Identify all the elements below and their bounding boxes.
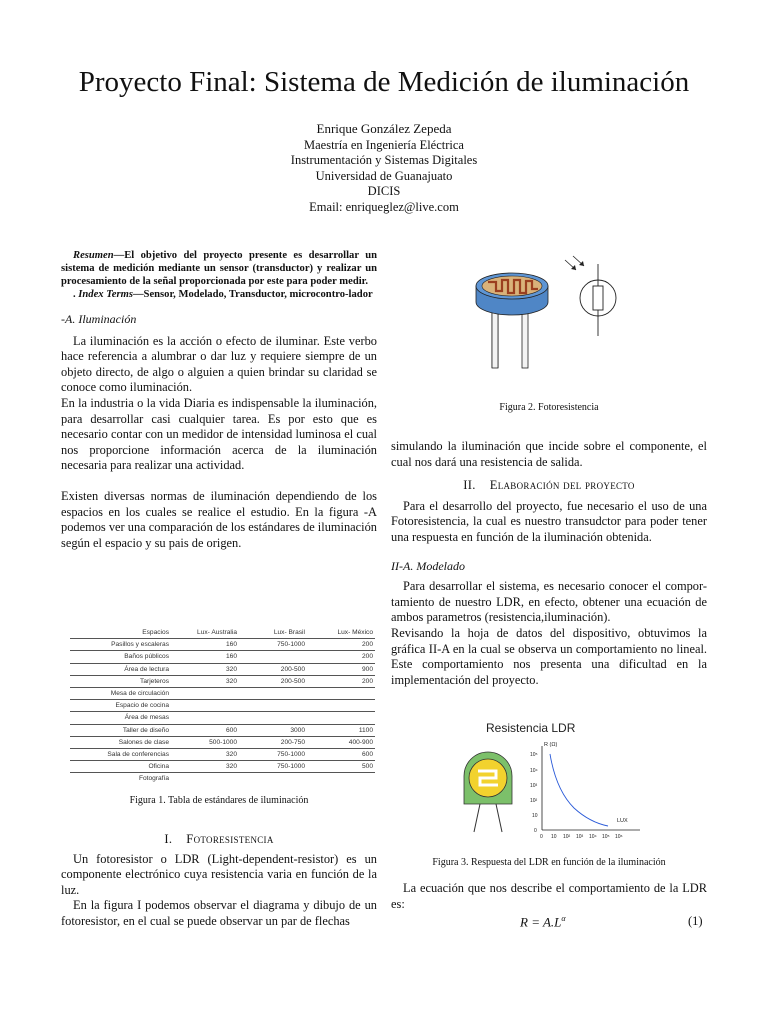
author-name: Enrique González Zepeda xyxy=(316,121,452,136)
light-arrows-icon xyxy=(565,256,584,270)
right-paragraph-continued: simulando la iluminación que incide sobre el componente, el cual nos dará una resistencia de salida. xyxy=(391,439,707,469)
table-cell: 200 xyxy=(307,639,375,651)
table-cell: Baños públicos xyxy=(70,651,171,663)
table-cell: Sala de conferencias xyxy=(70,748,171,760)
table-cell: Fotografía xyxy=(138,775,169,783)
table-header: Lux- Australia xyxy=(171,627,239,639)
ldr-figure-title: Resistencia LDR xyxy=(486,721,576,735)
table-cell: Oficina xyxy=(70,761,171,773)
x-tick-label: 10⁴ xyxy=(589,834,597,840)
table-row xyxy=(70,700,375,712)
author-affiliation-4: DICIS xyxy=(367,184,401,198)
x-tick-label: 10² xyxy=(563,834,571,840)
figure-1-caption: Figura 1. Tabla de estándares de iluminación xyxy=(129,795,309,806)
x-tick-label: 10⁵ xyxy=(602,834,610,840)
table-row xyxy=(70,724,375,736)
section-a-paragraph-3: Existen diversas normas de iluminación dependiendo de los espacios en los cuales se realice el estudio. En la figura -A podemos ver una comparación de los estándares de iluminación según el espacio y su pais de origen. xyxy=(61,488,377,550)
table-row xyxy=(70,687,375,699)
table-cell xyxy=(171,687,239,699)
table-cell: 1100 xyxy=(307,724,375,736)
section-1 xyxy=(61,832,377,930)
section-1-heading: I. Fotoresistencia xyxy=(164,832,274,846)
table-cell: 750-1000 xyxy=(239,748,307,760)
table-cell xyxy=(171,712,239,724)
y-axis-label: R (Ω) xyxy=(544,742,558,748)
table-cell xyxy=(239,700,307,712)
table-cell: Salones de clase xyxy=(70,736,171,748)
section-a-heading: -A. Iluminación xyxy=(61,312,137,326)
table-cell: 600 xyxy=(171,724,239,736)
author-block xyxy=(0,121,768,215)
equation-intro: La ecuación que nos describe el comportamiento de la LDR es: xyxy=(391,881,707,911)
table-cell: 750-1000 xyxy=(239,639,307,651)
table-row xyxy=(70,651,375,663)
y-tick-label: 10⁴ xyxy=(530,768,538,774)
equation-1-number: (1) xyxy=(688,914,703,928)
ldr-response-figure xyxy=(450,716,660,840)
table-cell xyxy=(239,687,307,699)
table-cell: Espacio de cocina xyxy=(70,700,171,712)
table-cell: 320 xyxy=(171,675,239,687)
author-email: Email: enriqueglez@live.com xyxy=(309,199,459,214)
photoresistor-illustration xyxy=(470,250,630,380)
x-tick-label: 10 xyxy=(551,834,557,840)
subsection-2a-heading: II-A. Modelado xyxy=(391,558,465,573)
author-affiliation-3: Universidad de Guanajuato xyxy=(315,168,453,183)
table-header: Lux- México xyxy=(307,627,375,639)
y-tick-label: 10⁵ xyxy=(530,752,538,758)
table-cell: 750-1000 xyxy=(239,761,307,773)
lead-right xyxy=(522,310,528,368)
table-header: Lux- Brasil xyxy=(239,627,307,639)
author-affiliation-2: Instrumentación y Sistemas Digitales xyxy=(290,153,478,167)
table-cell: 200-750 xyxy=(239,736,307,748)
table-cell: Pasillos y escaleras xyxy=(70,639,171,651)
section-2-paragraph-1: Para el desarrollo del proyecto, fue necesario el uso de una Fotoresistencia, la cual es nuestro transudctor para poder tener una respuesta en función de la iluminación obtenida. xyxy=(391,498,707,544)
ldr-response-curve xyxy=(550,754,608,826)
x-axis-label: LUX xyxy=(617,818,628,824)
subsection-2a-paragraph-2: Revisando la hoja de datos del dispositivo, obtuvimos la gráfica II-A en la cual se observa un comportamiento no lineal. Este comportamiento nos presenta una dificultad en la implementación del proyecto. xyxy=(391,625,707,687)
table-row xyxy=(70,736,375,748)
table-cell: 200-500 xyxy=(239,675,307,687)
section-1-paragraph-2: En la figura I podemos observar el diagrama y dibujo de un fotoresistor, en el cual se puede observar un par de flechas xyxy=(61,898,377,928)
abstract-label: Resumen xyxy=(73,250,114,261)
table-row xyxy=(70,663,375,675)
table-cell xyxy=(171,700,239,712)
y-tick-label: 0 xyxy=(534,828,537,834)
table-cell xyxy=(307,700,375,712)
ldr-response-chart xyxy=(530,742,640,840)
table-cell: 320 xyxy=(171,663,239,675)
table-row xyxy=(70,712,375,724)
table-cell xyxy=(307,712,375,724)
paper-title: Proyecto Final: Sistema de Medición de iluminación xyxy=(78,66,690,98)
table-cell: 320 xyxy=(171,748,239,760)
section-a-paragraph-2: En la industria o la vida Diaria es indispensable la iluminación, para desarrollar casi cualquier tarea. Es por esto que es necesario contar con un medidor de intensidad luminosa el cual nos proporcione información acerca de la iluminación necesaria para realizar una actividad. xyxy=(61,395,377,473)
table-cell xyxy=(239,773,307,785)
x-tick-label: 10⁶ xyxy=(615,834,623,840)
y-tick-label: 10² xyxy=(530,798,538,804)
table-row xyxy=(70,761,375,773)
figure-3-caption: Figura 3. Respuesta del LDR en función de la iluminación xyxy=(432,857,666,868)
standards-table xyxy=(70,627,375,784)
table-header-row xyxy=(70,627,375,639)
y-tick-label: 10 xyxy=(532,813,538,819)
table-cell: 900 xyxy=(307,663,375,675)
table-cell: 600 xyxy=(307,748,375,760)
subsection-2a-paragraph-1: Para desarrollar el sistema, es necesario conocer el compor-tamiento de nuestro LDR, en efecto, obtener una ecuación de ambos parametros (resistencia,iluminación). xyxy=(391,579,707,625)
table-cell: Mesa de circulación xyxy=(70,687,171,699)
index-terms: . Index Terms—Sensor, Modelado, Transductor, microcontro-lador xyxy=(73,289,373,300)
index-terms-label: Index Terms xyxy=(78,289,133,300)
y-tick-label: 10³ xyxy=(530,783,538,789)
table-cell: 320 xyxy=(171,761,239,773)
ldr-schematic-symbol xyxy=(580,264,616,336)
left-column xyxy=(61,249,377,551)
table-cell: 3000 xyxy=(239,724,307,736)
section-2-heading: II. Elaboración del proyecto xyxy=(463,478,635,493)
table-cell xyxy=(307,773,375,785)
section-1-paragraph-1: Un fotoresistor o LDR (Light-dependent-resistor) es un componente electrónico cuya resistencia varia en función de la luz. xyxy=(61,851,377,897)
abstract: Resumen—El objetivo del proyecto presente es desarrollar un sistema de medición mediante un sensor (transductor) y realizar un procesamiento de la señal proporcionada por este para poder medir. xyxy=(61,250,377,287)
table-cell: 500-1000 xyxy=(171,736,239,748)
table-cell: Taller de diseño xyxy=(70,724,171,736)
table-cell: 200 xyxy=(307,675,375,687)
author-affiliation-1: Maestría en Ingeniería Eléctrica xyxy=(304,137,464,152)
equation-1: $R = A.L^\alpha$ xyxy=(520,914,566,930)
table-row xyxy=(70,639,375,651)
table-cell xyxy=(307,687,375,699)
right-column-top xyxy=(391,439,707,688)
table-cell: Tarjeteros xyxy=(70,675,171,687)
right-column-bottom xyxy=(391,881,707,912)
table-row xyxy=(70,748,375,760)
standards-table-figure xyxy=(70,627,375,784)
table-cell: 160 xyxy=(171,651,239,663)
table-cell: 200-500 xyxy=(239,663,307,675)
ldr-icon xyxy=(464,752,512,832)
x-tick-label: 10³ xyxy=(576,834,584,840)
table-header: Espacios xyxy=(70,627,171,639)
figure-2-caption: Figura 2. Fotoresistencia xyxy=(499,402,599,413)
table-cell: Área de mesas xyxy=(70,712,171,724)
x-tick-label: 0 xyxy=(540,834,543,840)
section-a-paragraph-1: La iluminación es la acción o efecto de iluminar. Este verbo hace referencia a alumbrar o dar luz y requiere siempre de un objeto directo, de algo o alguien a quien brindar su claridad se conoce como iluminación. xyxy=(61,333,377,395)
table-cell xyxy=(239,712,307,724)
table-cell xyxy=(239,651,307,663)
table-cell xyxy=(171,773,239,785)
table-row xyxy=(70,675,375,687)
table-cell: 160 xyxy=(171,639,239,651)
table-row xyxy=(70,773,375,785)
table-cell: 400-900 xyxy=(307,736,375,748)
table-cell: 500 xyxy=(307,761,375,773)
table-cell: Área de lectura xyxy=(70,663,171,675)
table-cell: 200 xyxy=(307,651,375,663)
